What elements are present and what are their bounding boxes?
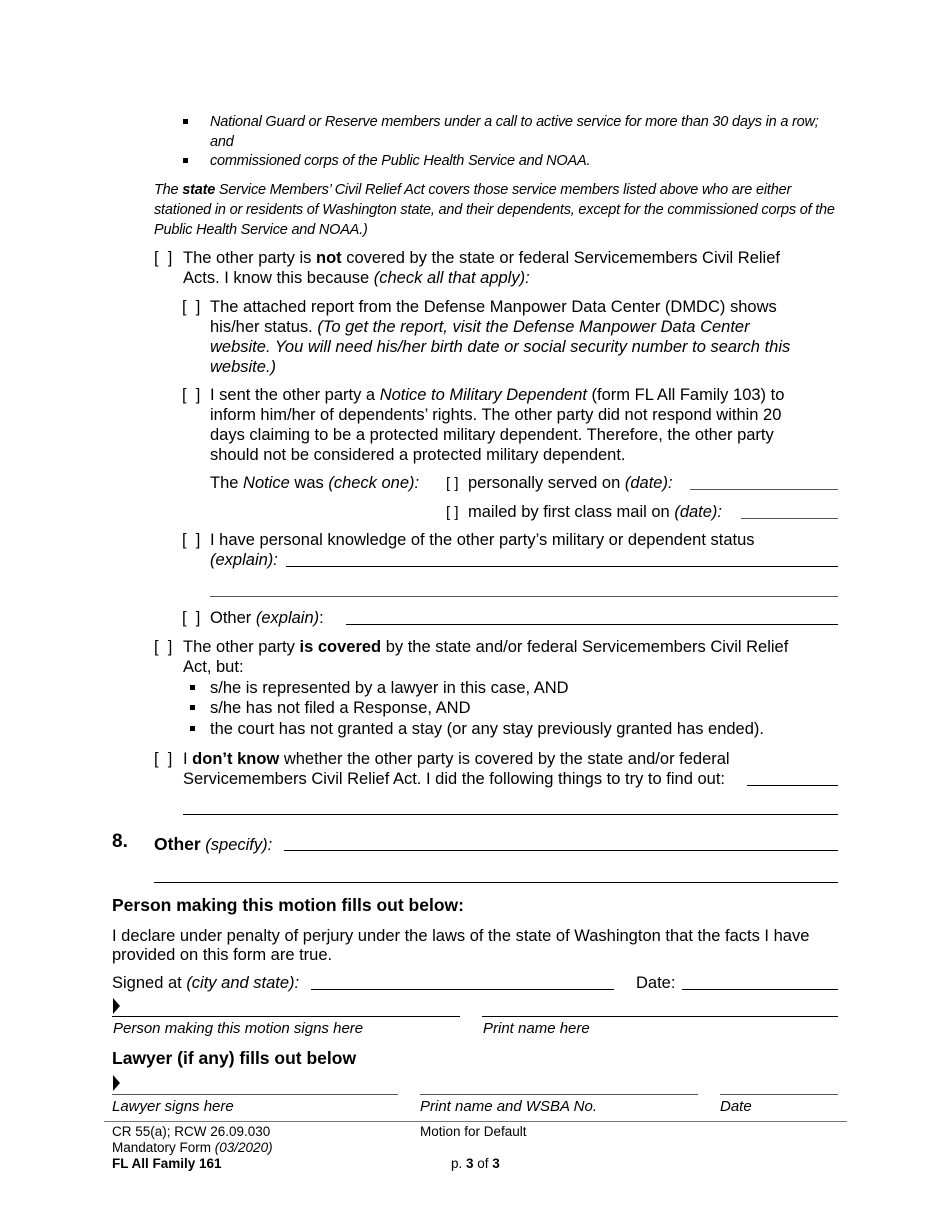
signer-print-name-field[interactable] (482, 1016, 838, 1017)
not-covered-checkbox[interactable]: [ ] (154, 249, 173, 267)
dont-know-checkbox[interactable]: [ ] (154, 750, 173, 768)
lawyer-heading: Lawyer (if any) fills out below (112, 1048, 357, 1068)
other-checkbox[interactable]: [ ] (182, 609, 201, 627)
footer-form-id: FL All Family 161 (112, 1156, 222, 1171)
mailed-label: mailed by first class mail on (date): (468, 503, 723, 521)
date-field[interactable] (682, 989, 838, 990)
notice-line3: days claiming to be a protected military dependent. Therefore, the other party (210, 426, 774, 444)
dmdc-line2: his/her status. (To get the report, visit the Defense Manpower Data Center (210, 318, 750, 336)
lawyer-date-field[interactable] (720, 1094, 838, 1095)
footer-divider (104, 1121, 847, 1122)
dmdc-checkbox[interactable]: [ ] (182, 298, 201, 316)
lawyer-print-name-field[interactable] (420, 1094, 698, 1095)
bullet-marker (190, 685, 195, 690)
not-covered-line1: The other party is not covered by the state or federal Servicemembers Civil Relief (183, 249, 780, 267)
footer-title: Motion for Default (420, 1124, 527, 1139)
covered-line2: Act, but: (183, 658, 244, 676)
lawyer-signature-field[interactable] (112, 1094, 398, 1095)
signed-at-field[interactable] (311, 989, 614, 990)
signer-sign-label: Person making this motion signs here (113, 1020, 364, 1037)
section-8-title: Other (specify): (154, 834, 273, 854)
dont-know-field[interactable] (747, 785, 838, 786)
served-label: personally served on (date): (468, 474, 673, 492)
mailed-checkbox[interactable]: [ ] (446, 504, 459, 521)
covered-bullet-3: the court has not granted a stay (or any stay previously granted has ended). (210, 720, 764, 738)
other-label: Other (explain): (210, 609, 324, 627)
notice-was-label: The Notice was (check one): (210, 474, 420, 492)
personal-explain-label: (explain): (210, 551, 278, 569)
bullet-marker (190, 726, 195, 731)
dmdc-line4: website.) (210, 358, 277, 376)
not-covered-line2: Acts. I know this because (check all that apply): (183, 269, 530, 287)
notice-line4: should not be considered a protected military dependent. (210, 446, 626, 464)
dont-know-line1: I don’t know whether the other party is covered by the state and/or federal (183, 750, 730, 768)
bullet-national-guard: National Guard or Reserve members under a call to active service for more than 30 days in a row; (210, 114, 819, 130)
other-explain-field[interactable] (346, 624, 838, 625)
bullet-marker (190, 705, 195, 710)
bullet-marker (183, 158, 188, 163)
lawyer-sign-label: Lawyer signs here (112, 1098, 234, 1115)
personal-line1: I have personal knowledge of the other party’s military or dependent status (210, 531, 755, 549)
footer-citation: CR 55(a); RCW 26.09.030 (112, 1124, 271, 1139)
section-8-field[interactable] (284, 850, 838, 851)
signer-print-label: Print name here (483, 1020, 590, 1037)
mailed-date-field[interactable] (741, 518, 838, 519)
lawyer-print-label: Print name and WSBA No. (420, 1098, 598, 1115)
notice-line1: I sent the other party a Notice to Military Dependent (form FL All Family 103) to (210, 386, 785, 404)
covered-bullet-1: s/he is represented by a lawyer in this case, AND (210, 679, 569, 697)
dmdc-line1: The attached report from the Defense Manpower Data Center (DMDC) shows (210, 298, 777, 316)
served-checkbox[interactable]: [ ] (446, 475, 459, 492)
declaration-line1: I declare under penalty of perjury under the laws of the state of Washington that the facts I have (112, 927, 810, 945)
personal-explain-field-2[interactable] (210, 596, 838, 597)
covered-line1: The other party is covered by the state and/or federal Servicemembers Civil Relief (183, 638, 789, 656)
dmdc-line3: website. You will need his/her birth date or social security number to search this (210, 338, 791, 356)
signer-heading: Person making this motion fills out below: (112, 895, 464, 915)
signed-at-label: Signed at (city and state): (112, 974, 300, 992)
date-label: Date: (636, 974, 676, 992)
section-8-number: 8. (112, 831, 128, 852)
state-note-line3: Public Health Service and NOAA.) (154, 222, 368, 238)
personal-checkbox[interactable]: [ ] (182, 531, 201, 549)
state-note-line1: The state Service Members’ Civil Relief Act covers those service members listed above who are either (154, 182, 792, 198)
lawyer-date-label: Date (720, 1098, 752, 1115)
dont-know-line2: Servicemembers Civil Relief Act. I did the following things to try to find out: (183, 770, 725, 788)
lawyer-sign-here-arrow-icon (113, 1075, 120, 1091)
covered-checkbox[interactable]: [ ] (154, 638, 173, 656)
dont-know-field-2[interactable] (183, 814, 838, 815)
declaration-line2: provided on this form are true. (112, 946, 333, 964)
covered-bullet-2: s/he has not filed a Response, AND (210, 699, 471, 717)
section-8-field-2[interactable] (154, 882, 838, 883)
state-note-line2: stationed in or residents of Washington state, and their dependents, except for the commissioned corps of the (154, 202, 835, 218)
footer-page-number: p. 3 of 3 (451, 1156, 500, 1171)
sign-here-arrow-icon (113, 998, 120, 1014)
notice-line2: inform him/her of dependents’ rights. The other party did not respond within 20 (210, 406, 782, 424)
signer-signature-field[interactable] (112, 1016, 460, 1017)
footer-mandatory: Mandatory Form (03/2020) (112, 1140, 273, 1155)
bullet-national-guard-cont: and (210, 134, 234, 150)
served-date-field[interactable] (690, 489, 838, 490)
notice-checkbox[interactable]: [ ] (182, 386, 201, 404)
personal-explain-field[interactable] (286, 566, 838, 567)
bullet-public-health: commissioned corps of the Public Health Service and NOAA. (210, 153, 591, 169)
bullet-marker (183, 119, 188, 124)
